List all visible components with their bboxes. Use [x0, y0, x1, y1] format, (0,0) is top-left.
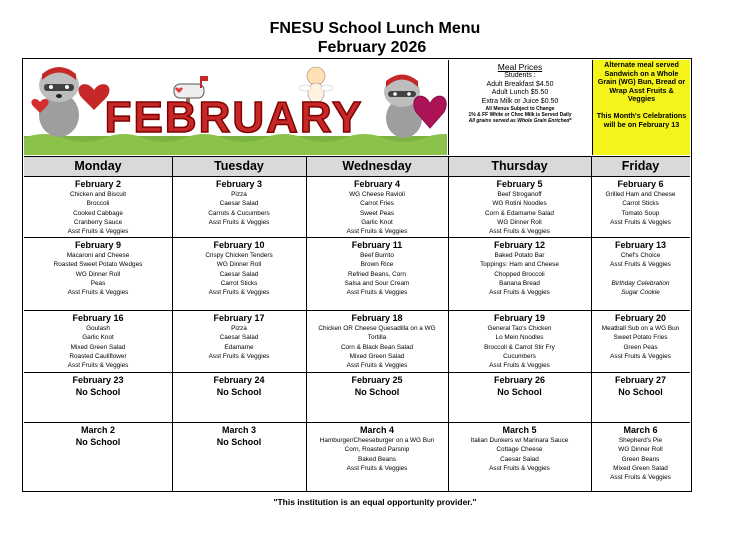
menu-item: Banana Bread [499, 279, 540, 287]
menu-day-cell [172, 237, 306, 310]
menu-item: Beef Stroganoff [497, 191, 542, 198]
column-divider [172, 156, 173, 492]
menu-item: Shepherd's Pie [618, 437, 663, 444]
menu-item: WG Rotini Noodles [492, 200, 547, 208]
menu-item: Roasted Cauliflower [69, 352, 127, 360]
menu-day-cell [448, 372, 591, 422]
menu-item: Baked Beans [357, 455, 397, 463]
menu-item: Sweet Potato Fries [613, 334, 668, 342]
menu-item: Crispy Chicken Tenders [205, 252, 273, 259]
menu-date: February 9 [74, 240, 122, 250]
menu-date: February 25 [351, 375, 403, 385]
meal-prices-panel [448, 60, 591, 155]
february-banner [24, 60, 447, 155]
meal-prices-heading: Meal Prices [497, 62, 543, 72]
menu-day-cell [591, 422, 690, 492]
price-note: 1% & FF White or Choc Milk is Served Daily [468, 112, 572, 119]
menu-item: Asst Fruits & Veggies [208, 352, 270, 360]
menu-item: WG Dinner Roll [618, 446, 663, 454]
menu-item: General Tao's Chicken [487, 325, 552, 332]
menu-item: Broccoli [86, 200, 110, 208]
menu-day-cell [591, 237, 690, 310]
alternate-meal-text: Alternate meal served Sandwich on a Whole Grain (WG) Bun, Bread or Wrap Asst Fruits & Veggies [597, 60, 686, 104]
menu-item: Asst Fruits & Veggies [346, 464, 408, 472]
menu-day-cell [591, 176, 690, 237]
menu-item: Chicken and Biscuit [69, 191, 127, 198]
menu-date: February 3 [215, 179, 263, 189]
column-divider [306, 156, 307, 492]
menu-item: Asst Fruits & Veggies [489, 228, 550, 236]
menu-item: Corn, Roasted Parsnip [344, 446, 410, 454]
menu-item: Roasted Sweet Potato Wedges [53, 261, 143, 269]
menu-item: Corn & Edamame Salad [485, 209, 554, 217]
menu-item: Garlic Knot [82, 334, 114, 342]
day-header-monday: Monday [74, 159, 122, 173]
menu-date: February 23 [72, 375, 124, 385]
menu-item: Macaroni and Cheese [66, 252, 130, 259]
menu-item: Mixed Green Salad [349, 352, 405, 360]
menu-day-cell [306, 237, 448, 310]
menu-date: February 13 [614, 240, 667, 250]
menu-item: Carrot Sticks [220, 279, 258, 287]
day-header-thursday: Thursday [491, 159, 548, 173]
menu-date: February 6 [617, 179, 664, 189]
celebration-text: This Month's Celebrations will be on February 13 [596, 110, 687, 129]
february-banner-art [24, 60, 447, 155]
menu-item: Pizza [231, 191, 247, 198]
menu-day-cell [448, 422, 591, 492]
menu-item: Italian Dunkers w/ Marinara Sauce [470, 437, 569, 444]
menu-item: Tomato Soup [621, 209, 660, 217]
menu-item: Chopped Broccoli [494, 270, 545, 278]
menu-item: Caesar Salad [219, 334, 259, 342]
menu-item: Broccoli & Carrot Stir Fry [484, 343, 555, 351]
celebration-item: Birthday Celebration [611, 279, 670, 287]
menu-item: Baked Potato Bar [494, 252, 545, 259]
menu-date: March 4 [359, 425, 394, 435]
menu-date: February 2 [74, 179, 122, 189]
menu-item: Lo Mein Noodles [495, 334, 544, 342]
price-note: All Menus Subject to Change [485, 106, 555, 113]
menu-day-cell [24, 237, 172, 310]
column-divider [591, 156, 592, 492]
menu-item: WG Cheese Ravioli [349, 191, 405, 198]
no-school-label: No School [618, 387, 663, 397]
menu-day-cell [306, 176, 448, 237]
menu-item: Asst Fruits & Veggies [67, 362, 129, 370]
menu-item: Cranberry Sauce [73, 218, 123, 226]
menu-item: Asst Fruits & Veggies [67, 289, 129, 297]
menu-item: Asst Fruits & Veggies [610, 261, 671, 269]
day-header-friday: Friday [621, 159, 660, 173]
menu-item: Asst Fruits & Veggies [489, 362, 550, 370]
menu-title: FNESU School Lunch Menu [269, 20, 481, 37]
menu-item: Asst Fruits & Veggies [610, 352, 671, 360]
row-divider [24, 310, 690, 311]
menu-item: Cottage Cheese [496, 446, 543, 454]
menu-item: Asst Fruits & Veggies [67, 228, 129, 236]
no-school-label: No School [497, 387, 542, 397]
row-divider [24, 372, 690, 373]
menu-item: Pizza [231, 325, 247, 332]
menu-date: February 27 [614, 375, 667, 385]
menu-item: Chicken OR Cheese Quesadilla on a WG [318, 325, 436, 332]
no-school-label: No School [216, 437, 262, 447]
menu-item: Chef's Choice [620, 252, 661, 259]
column-divider [448, 156, 449, 492]
menu-month: February 2026 [317, 39, 427, 56]
menu-item: Carrots & Cucumbers [208, 209, 270, 217]
menu-date: February 5 [496, 179, 543, 189]
menu-date: March 5 [502, 425, 537, 435]
row-divider [24, 237, 690, 238]
menu-item: Grilled Ham and Cheese [605, 191, 676, 198]
menu-item: Cucumbers [503, 352, 536, 360]
row-divider [24, 422, 690, 423]
menu-item: Caesar Salad [219, 200, 259, 208]
menu-spacer [591, 270, 690, 279]
menu-date: February 24 [213, 375, 265, 385]
menu-item: Asst Fruits & Veggies [489, 289, 550, 297]
equal-opportunity-statement: "This institution is an equal opportunity provider." [273, 497, 477, 507]
menu-date: February 26 [493, 375, 546, 385]
menu-date: March 3 [221, 425, 256, 435]
celebration-item: Sugar Cookie [621, 289, 660, 297]
menu-day-cell [306, 372, 448, 422]
menu-item: Asst Fruits & Veggies [489, 464, 550, 472]
menu-item: Asst Fruits & Veggies [610, 218, 671, 226]
menu-date: February 10 [213, 240, 265, 250]
menu-item: Corn & Black Bean Salad [340, 343, 414, 351]
price-line: Extra Milk or Juice $0.50 [481, 97, 559, 105]
menu-item: Goulash [86, 325, 110, 332]
no-school-label: No School [354, 387, 400, 397]
no-school-label: No School [75, 387, 121, 397]
menu-item: Salsa and Sour Cream [344, 279, 410, 287]
menu-date: March 2 [80, 425, 115, 435]
menu-item: Garlic Knot [361, 218, 393, 226]
grains-note: All grains served as Whole Grain Enriched* [468, 118, 572, 125]
menu-item: Hamburger/Cheeseburger on a WG Bun [319, 437, 435, 444]
february-word: FEBRUARY [104, 93, 364, 142]
menu-day-cell [591, 372, 690, 422]
menu-item: Caesar Salad [219, 270, 259, 278]
menu-item: Asst Fruits & Veggies [208, 289, 270, 297]
menu-day-cell [172, 310, 306, 372]
menu-date: February 16 [72, 313, 124, 323]
menu-day-cell [24, 310, 172, 372]
menu-day-cell [172, 176, 306, 237]
menu-date: February 12 [493, 240, 546, 250]
price-line: Students : [504, 72, 536, 80]
menu-item: Beef Burrito [360, 252, 394, 259]
menu-item: Sweet Peas [359, 209, 395, 217]
price-line: Adult Breakfast $4.50 [486, 80, 554, 88]
menu-item: Green Peas [623, 343, 658, 351]
menu-day-cell [448, 237, 591, 310]
menu-day-cell [24, 372, 172, 422]
menu-item: Peas [90, 279, 106, 287]
menu-item: Mixed Green Salad [70, 343, 126, 351]
menu-item: Tortilla [367, 334, 387, 342]
menu-item: Refried Beans, Corn [348, 270, 406, 278]
menu-day-cell [448, 176, 591, 237]
menu-day-cell [172, 372, 306, 422]
menu-item: Toppings: Ham and Cheese [480, 261, 559, 269]
no-school-label: No School [75, 437, 121, 447]
menu-date: February 11 [351, 240, 403, 250]
menu-item: Asst Fruits & Veggies [346, 228, 408, 236]
menu-date: February 19 [493, 313, 546, 323]
day-header-wednesday: Wednesday [342, 159, 412, 173]
menu-day-cell [448, 310, 591, 372]
menu-date: March 6 [623, 425, 658, 435]
menu-item: WG Dinner Roll [75, 270, 121, 278]
menu-item: Brown Rice [360, 261, 394, 269]
menu-item: Asst Fruits & Veggies [346, 289, 408, 297]
menu-item: Carrot Sticks [622, 200, 659, 208]
menu-item: Mixed Green Salad [613, 464, 668, 472]
menu-day-cell [306, 422, 448, 492]
alternate-meal-panel [592, 60, 690, 155]
menu-day-cell [306, 310, 448, 372]
menu-day-cell [24, 176, 172, 237]
menu-item: Meatball Sub on a WG Bun [601, 325, 680, 332]
menu-item: Carrot Fries [360, 200, 394, 208]
menu-date: February 20 [614, 313, 667, 323]
no-school-label: No School [216, 387, 262, 397]
menu-day-cell [591, 310, 690, 372]
menu-day-cell [172, 422, 306, 492]
menu-day-cell [24, 422, 172, 492]
price-line: Adult Lunch $5.50 [491, 89, 549, 97]
day-header-tuesday: Tuesday [214, 159, 264, 173]
menu-item: WG Dinner Roll [216, 261, 262, 269]
menu-date: February 4 [353, 179, 401, 189]
menu-date: February 18 [351, 313, 403, 323]
menu-item: Edamame [224, 343, 254, 351]
menu-item: Green Beans [621, 455, 660, 463]
menu-item: Asst Fruits & Veggies [208, 218, 270, 226]
menu-item: Asst Fruits & Veggies [346, 362, 408, 370]
menu-item: Caesar Salad [500, 455, 539, 463]
menu-item: Asst Fruits & Veggies [610, 474, 671, 482]
menu-item: WG Dinner Roll [497, 218, 542, 226]
menu-date: February 17 [213, 313, 265, 323]
menu-item: Cooked Cabbage [73, 209, 123, 217]
